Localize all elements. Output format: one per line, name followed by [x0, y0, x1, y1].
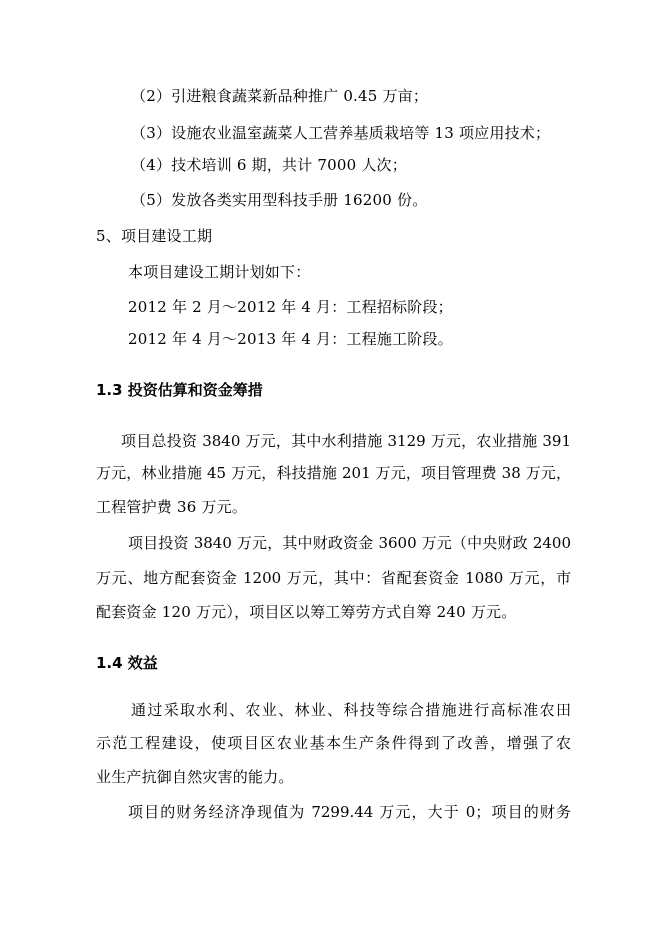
paragraph-line: 通过采取水利、农业、林业、科技等综合措施进行高标准农田 — [131, 701, 571, 719]
paragraph-line: 配套资金 120 万元），项目区以筹工筹劳方式自筹 240 万元。 — [96, 603, 517, 621]
paragraph-line: 万元，林业措施 45 万元，科技措施 201 万元，项目管理费 38 万元， — [96, 464, 571, 482]
list-item: （2）引进粮食蔬菜新品种推广 0.45 万亩； — [131, 87, 429, 105]
list-item: （5）发放各类实用型科技手册 16200 份。 — [131, 191, 428, 209]
paragraph-line: 万元、地方配套资金 1200 万元，其中：省配套资金 1080 万元，市 — [96, 569, 571, 587]
section-heading: 1.3 投资估算和资金筹措 — [96, 381, 263, 399]
paragraph-line: 本项目建设工期计划如下： — [128, 263, 311, 281]
paragraph-line: 项目总投资 3840 万元，其中水利措施 3129 万元，农业措施 391 — [121, 432, 571, 450]
paragraph-line: 工程管护费 36 万元。 — [96, 498, 248, 516]
paragraph-line: 业生产抗御自然灾害的能力。 — [96, 768, 294, 786]
paragraph-line: 示范工程建设，使项目区农业基本生产条件得到了改善，增强了农 — [96, 734, 571, 752]
paragraph-line: 项目投资 3840 万元，其中财政资金 3600 万元（中央财政 2400 — [128, 534, 571, 552]
list-item: （4）技术培训 6 期，共计 7000 人次； — [131, 156, 407, 174]
paragraph-line: 项目的财务经济净现值为 7299.44 万元，大于 0；项目的财务 — [128, 803, 571, 821]
schedule-item: 2012 年 2 月～2012 年 4 月：工程招标阶段； — [128, 298, 453, 316]
section-heading: 1.4 效益 — [96, 654, 158, 672]
list-item: （3）设施农业温室蔬菜人工营养基质栽培等 13 项应用技术； — [131, 124, 551, 142]
section-heading: 5、项目建设工期 — [96, 227, 213, 245]
schedule-item: 2012 年 4 月～2013 年 4 月：工程施工阶段。 — [128, 330, 453, 348]
